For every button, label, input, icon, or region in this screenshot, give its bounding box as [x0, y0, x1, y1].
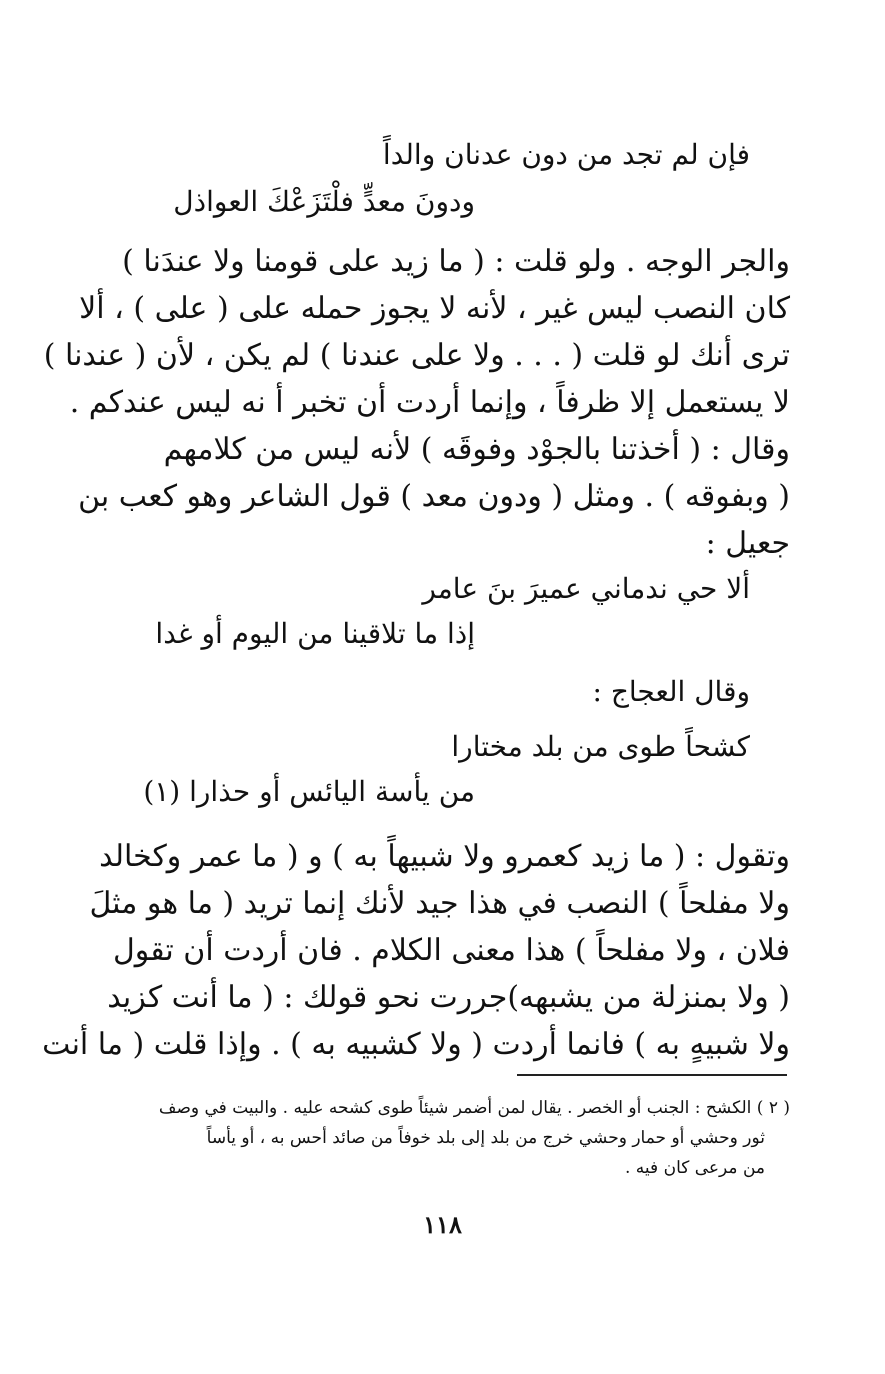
poem2-line2: إذا ما تلاقينا من اليوم أو غدا	[155, 617, 475, 650]
ajjaj-intro: وقال العجاج :	[592, 675, 750, 708]
poem2-line1: ألا حي ندماني عميرَ بنَ عامر	[422, 572, 750, 605]
para1-line: وقال : ( أخذتنا بالجوْد وفوقَه ) لأنه ليس من كلامهم	[163, 432, 790, 467]
para1-line: ترى أنك لو قلت ( . . . ولا على عندنا ) لم يكن ، لأن ( عندنا )	[43, 338, 790, 373]
para1-line: لا يستعمل إلا ظرفاً ، وإنما أردت أن تخبر أ نه ليس عندكم .	[69, 385, 790, 420]
footnote-line: ثور وحشي أو حمار وحشي خرج من بلد إلى بلد خوفاً من صائد أحس به ، أو يأساً	[206, 1128, 765, 1148]
para2-line: وتقول : ( ما زيد كعمرو ولا شبيهاً به ) و ( ما عمر وكخالد	[99, 839, 790, 874]
para2-line: ولا مفلحاً ) النصب في هذا جيد لأنك إنما تريد ( ما هو مثلَ	[89, 886, 790, 921]
para2-line: ولا شبيهٍ به ) فانما أردت ( ولا كشبيه به ) . وإذا قلت ( ما أنت	[42, 1027, 790, 1062]
page-number: ١١٨	[423, 1210, 462, 1239]
para2-line: ( ولا بمنزلة من يشبهه)جررت نحو قولك : ( ما أنت كزيد	[107, 980, 790, 1015]
para1-line: كان النصب ليس غير ، لأنه لا يجوز حمله على ( على ) ، ألا	[79, 291, 790, 326]
poem1-line2: ودونَ معدٍّ فلْتَزَعْكَ العواذل	[173, 185, 475, 218]
poem1-line1: فإن لم تجد من دون عدنان والداً	[382, 138, 750, 171]
footnote-line: ( ٢ ) الكشح : الجنب أو الخصر . يقال لمن أضمر شيئاً طوى كشحه عليه . والبيت في وصف	[158, 1098, 790, 1118]
poem3-line1: كشحاً طوى من بلد مختارا	[451, 730, 750, 763]
para1-line: ( وبفوقه ) . ومثل ( ودون معد ) قول الشاعر وهو كعب بن	[78, 479, 790, 514]
footnote-line: من مرعى كان فيه .	[625, 1158, 765, 1178]
footnote-separator	[517, 1074, 787, 1076]
para1-line: جعيل :	[705, 526, 790, 561]
para1-line: والجر الوجه . ولو قلت : ( ما زيد على قومنا ولا عندَنا )	[122, 244, 790, 279]
poem3-line2: من يأسة اليائس أو حذارا (١)	[143, 775, 475, 808]
para2-line: فلان ، ولا مفلحاً ) هذا معنى الكلام . فان أردت أن تقول	[112, 933, 790, 968]
